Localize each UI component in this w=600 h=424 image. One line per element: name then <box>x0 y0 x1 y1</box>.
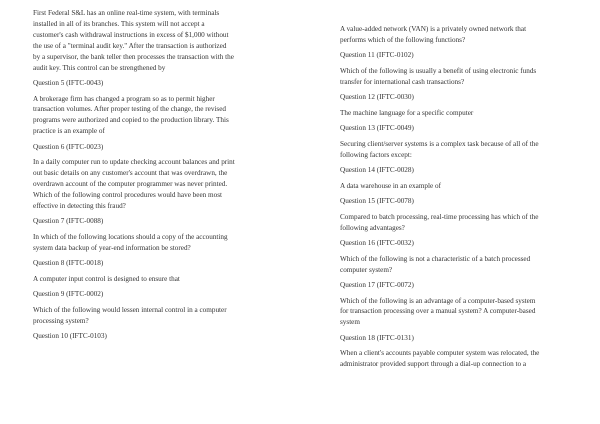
text-line: Question 8 (IFTC-0018) <box>33 259 104 268</box>
left-column <box>33 8 285 347</box>
text-line: A value-added network (VAN) is a privately owned network that <box>340 25 527 33</box>
question-text <box>340 24 578 46</box>
text-line: administrator provided support through a dial-up connection to a <box>340 360 527 369</box>
text-line: A brokerage firm has changed a program so as to permit higher <box>33 94 215 103</box>
text-line: When a client's accounts payable computer system was relocated, the <box>340 349 540 358</box>
text-line: processing system? <box>33 316 89 325</box>
question-label <box>340 165 578 176</box>
right-column <box>340 24 578 375</box>
text-line: Which of the following is not a characteristic of a batch processed <box>340 254 531 263</box>
text-line: overdrawn account of the computer programmer was never printed. <box>33 180 228 189</box>
text-line: effective in detecting this fraud? <box>33 201 126 210</box>
text-line: audit key. This control can be strengthened by <box>33 63 166 72</box>
text-line: transaction volumes. After proper testing of the change, the revised <box>33 105 227 114</box>
text-line: for transaction processing over a manual system? A computer-based <box>340 307 536 316</box>
question-label <box>340 238 578 249</box>
question-text <box>33 94 285 138</box>
text-line: installed in all of its branches. This system will not accept a <box>33 19 205 28</box>
question-text <box>33 274 285 285</box>
question-label <box>340 92 578 103</box>
question-label <box>340 280 578 291</box>
text-line: by a supervisor, the bank teller then processes the transaction with the <box>33 52 234 61</box>
question-text <box>33 8 285 73</box>
question-text <box>340 139 578 161</box>
text-line: Question 18 (IFTC-0131) <box>340 333 414 342</box>
text-line: system data backup of year-end information be stored? <box>33 243 191 252</box>
text-line: Question 15 (IFTC-0078) <box>340 197 414 206</box>
question-label <box>33 142 285 153</box>
question-text <box>340 254 578 276</box>
question-label <box>33 289 285 300</box>
text-line: The machine language for a specific computer <box>340 108 474 117</box>
text-line: Question 9 (IFTC-0002) <box>33 290 104 299</box>
text-line: In which of the following locations should a copy of the accounting <box>33 232 228 241</box>
text-line: customer's cash withdrawal instructions in excess of $1,000 without <box>33 30 229 39</box>
question-text <box>340 66 578 88</box>
text-line: Question 7 (IFTC-0088) <box>33 217 104 226</box>
text-line: following advantages? <box>340 223 405 232</box>
text-line: Compared to batch processing, real-time processing has which of the <box>340 212 539 221</box>
text-line: Which of the following would lessen internal control in a computer <box>33 305 227 314</box>
question-text <box>33 157 285 212</box>
question-label <box>33 331 285 342</box>
question-label <box>340 123 578 134</box>
text-line: transfer for international cash transactions? <box>340 77 465 86</box>
text-line: computer system? <box>340 265 393 274</box>
question-label <box>340 333 578 344</box>
text-line: Securing client/server systems is a complex task because of all of the <box>340 139 539 148</box>
question-text <box>340 212 578 234</box>
text-line: Question 13 (IFTC-0049) <box>340 124 414 133</box>
text-line: the use of a "terminal audit key." After the transaction is authorized <box>33 41 227 50</box>
text-line: programs were authorized and copied to the production library. This <box>33 116 229 125</box>
text-line: In a daily computer run to update checking account balances and print <box>33 158 235 167</box>
text-line: A computer input control is designed to ensure that <box>33 274 180 283</box>
text-line: performs which of the following functions? <box>340 35 466 44</box>
text-line: out basic details on any customer's account that was overdrawn, the <box>33 169 228 178</box>
text-line: Question 12 (IFTC-0030) <box>340 93 414 102</box>
text-line: Which of the following is usually a benefit of using electronic funds <box>340 66 537 75</box>
text-line: Question 16 (IFTC-0032) <box>340 239 414 248</box>
text-line: Question 14 (IFTC-0028) <box>340 166 414 175</box>
question-label <box>340 50 578 61</box>
question-text <box>340 348 578 370</box>
question-label <box>33 216 285 227</box>
question-text <box>340 181 578 192</box>
text-line: Question 17 (IFTC-0072) <box>340 281 414 290</box>
text-line: practice is an example of <box>33 127 105 136</box>
text-line: Which of the following control procedures would have been most <box>33 190 223 199</box>
text-line: A data warehouse in an example of <box>340 181 441 190</box>
text-line: Question 11 (IFTC-0102) <box>340 51 414 60</box>
text-line: Question 10 (IFTC-0103) <box>33 332 107 341</box>
text-line: Which of the following is an advantage of a computer-based system <box>340 296 536 305</box>
text-line: Question 6 (IFTC-0023) <box>33 142 104 151</box>
question-text <box>340 108 578 119</box>
question-label <box>33 78 285 89</box>
question-text <box>33 232 285 254</box>
question-text <box>340 296 578 329</box>
text-line: following factors except: <box>340 150 412 159</box>
text-line: First Federal S&L has an online real-time system, with terminals <box>33 9 220 17</box>
question-label <box>33 258 285 269</box>
question-text <box>33 305 285 327</box>
question-label <box>340 196 578 207</box>
text-line: system <box>340 318 360 327</box>
text-line: Question 5 (IFTC-0043) <box>33 79 104 88</box>
